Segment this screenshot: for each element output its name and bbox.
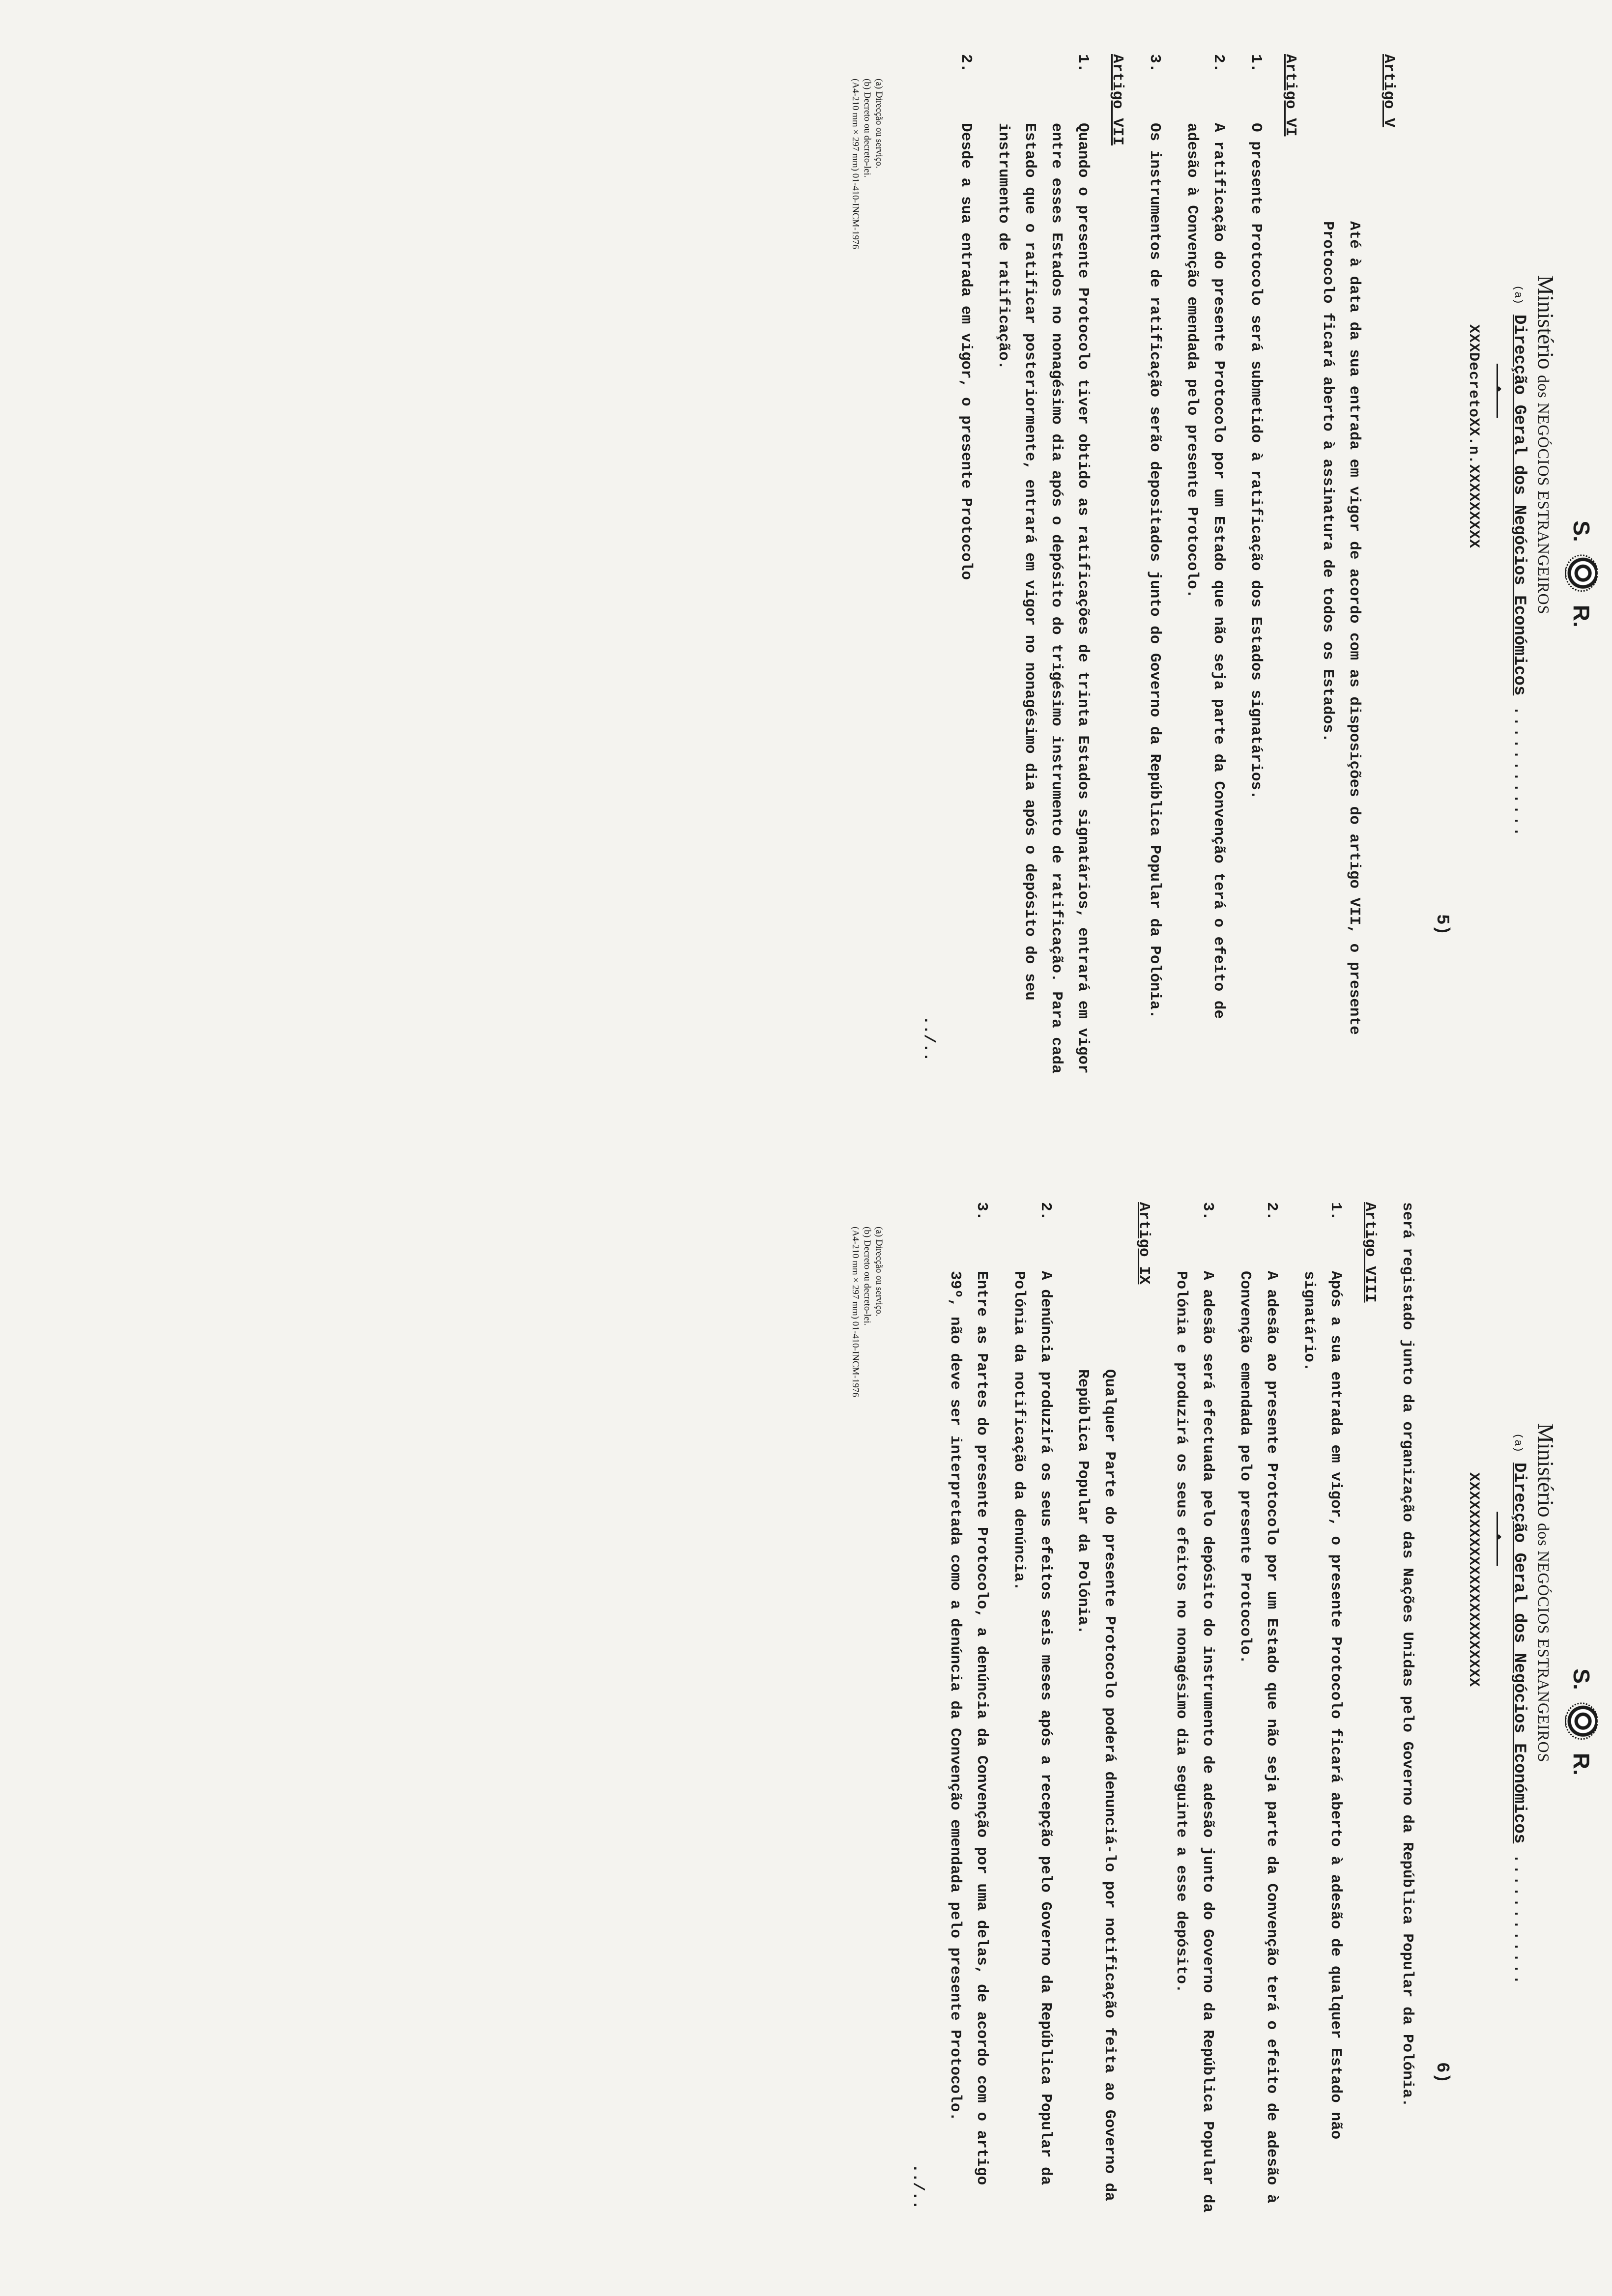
page-footnotes bbox=[849, 1227, 885, 1397]
page-number: 6) bbox=[1432, 2062, 1452, 2084]
footnote-a: (a) Direcção ou serviço. bbox=[874, 1227, 884, 1317]
article-7-heading: Artigo VII bbox=[1109, 54, 1126, 146]
item-number: 3. bbox=[1146, 54, 1163, 73]
document-page-6 bbox=[806, 1148, 1612, 2296]
article-8-item-2 bbox=[1232, 1202, 1285, 2229]
article-9-item-2 bbox=[1006, 1202, 1059, 2229]
item-number: 2. bbox=[1037, 1202, 1054, 1221]
article-6-item-1 bbox=[1242, 54, 1269, 1081]
fill-dots: ............ bbox=[1510, 1853, 1528, 1986]
document-page-5 bbox=[806, 0, 1612, 1148]
article-9-intro: Qualquer Parte do presente Protocolo poderá denunciá-lo por notificação feita ao Governo da República Popular da Polónia. bbox=[1074, 1369, 1118, 2201]
form-code: (A4-210 mm × 297 mm) 01-410-INCM-1976 bbox=[850, 1227, 861, 1397]
crest-left-letter: S. bbox=[1569, 520, 1594, 542]
republic-crest bbox=[1565, 520, 1598, 627]
continuation-mark: ../.. bbox=[909, 2163, 926, 2210]
directorate-name: Direcção Geral dos Negócios Económicos bbox=[1510, 1463, 1528, 1844]
item-text: A adesão ao presente Protocolo por um Estado que não seja parte da Convenção terá o efeito de adesão à Convenção emendada pelo presente Protocolo. bbox=[1237, 1271, 1280, 2204]
footnote-mark-a: (a) bbox=[1512, 285, 1524, 305]
item-number: 1. bbox=[1074, 54, 1092, 73]
decree-line: XXXXXXXXXXXXXXXXXXXXXXX bbox=[1465, 1472, 1482, 1688]
directorate-name: Direcção Geral dos Negócios Económicos bbox=[1510, 315, 1528, 696]
ministry-suffix: dos NEGÓCIOS ESTRANGEIROS bbox=[1535, 375, 1553, 615]
item-text: A ratificação do presente Protocolo por um Estado que não seja parte da Convenção terá o efeito de adesão à Convenção emendada pelo presente Protocolo. bbox=[1183, 123, 1227, 1019]
item-text: O presente Protocolo será submetido à ratificação dos Estados signatários. bbox=[1247, 123, 1265, 800]
item-text: Desde a sua entrada em vigor, o presente Protocolo bbox=[957, 123, 975, 580]
continuation-mark: ../.. bbox=[920, 1015, 937, 1062]
ministry-title bbox=[1533, 1423, 1559, 1762]
page-body bbox=[915, 54, 1406, 1081]
header-divider bbox=[1497, 364, 1498, 418]
footnote-b: (b) Decreto ou decreto-lei. bbox=[862, 1227, 872, 1326]
item-number: 1. bbox=[1247, 54, 1265, 73]
footnote-mark-a: (a) bbox=[1512, 1433, 1524, 1453]
page-body bbox=[904, 1202, 1420, 2229]
item-number: 2. bbox=[1263, 1202, 1280, 1221]
coat-of-arms-icon bbox=[1565, 1703, 1598, 1740]
form-code: (A4-210 mm × 297 mm) 01-410-INCM-1976 bbox=[850, 79, 861, 249]
footnote-a: (a) Direcção ou serviço. bbox=[874, 79, 884, 169]
crest-right-letter: R. bbox=[1569, 604, 1594, 628]
item-number: 3. bbox=[973, 1202, 990, 1221]
item-number: 1. bbox=[1327, 1202, 1344, 1221]
ministry-title bbox=[1533, 275, 1559, 614]
item-number: 2. bbox=[957, 54, 975, 73]
article-5-text: Até à data da sua entrada em vigor de acordo com as disposições do artigo VII, o presente Protocolo ficará aberto à assinatura de todos os Estados. bbox=[1319, 221, 1363, 1035]
decree-line: XXXDecretoXX.n.XXXXXXXXX bbox=[1465, 324, 1482, 549]
ministry-suffix: dos NEGÓCIOS ESTRANGEIROS bbox=[1535, 1523, 1553, 1763]
item-text: A denúncia produzirá os seus efeitos seis meses após a recepção pelo Governo da República Popular da Polónia da notificação da denúncia. bbox=[1010, 1271, 1054, 2185]
item-number: 3. bbox=[1199, 1202, 1216, 1221]
item-text: Após a sua entrada em vigor, o presente Protocolo ficará aberto à adesão de qualquer Estado não signatário. bbox=[1300, 1271, 1344, 2140]
crest-right-letter: R. bbox=[1569, 1752, 1594, 1776]
item-text: Os instrumentos de ratificação serão depositados junto do Governo da República Popular da Polónia. bbox=[1146, 123, 1163, 1019]
article-6-item-3 bbox=[1141, 54, 1168, 1081]
article-5-heading: Artigo V bbox=[1380, 54, 1397, 127]
fill-dots: ............ bbox=[1510, 705, 1528, 838]
article-8-item-1 bbox=[1295, 1202, 1349, 2229]
footnote-b: (b) Decreto ou decreto-lei. bbox=[862, 79, 872, 178]
ministry-prefix: Ministério bbox=[1533, 1423, 1558, 1523]
coat-of-arms-icon bbox=[1565, 555, 1598, 592]
item-text: Entre as Partes do presente Protocolo, a denúncia da Convenção por uma delas, de acordo com o artigo 39º, não deve ser interpretada como a denúncia da Convenção emendada pelo presente Protocolo. bbox=[947, 1271, 990, 2185]
article-8-item-3 bbox=[1168, 1202, 1221, 2229]
article-7-item-2 bbox=[952, 54, 979, 1081]
article-9-item-3 bbox=[942, 1202, 995, 2229]
directorate-line bbox=[1510, 1433, 1528, 1986]
continued-text: será registado junto da organização das Nações Unidas pelo Governo da República Popular da Polónia. bbox=[1399, 1202, 1416, 2107]
crest-left-letter: S. bbox=[1569, 1668, 1594, 1690]
header-divider bbox=[1497, 1512, 1498, 1566]
item-text: A adesão será efectuada pelo depósito do instrumento de adesão junto do Governo da República Popular da Polónia e produzirá os seus efeitos no nonagésimo dia seguinte a esse depósito. bbox=[1173, 1271, 1216, 2213]
directorate-line bbox=[1510, 285, 1528, 838]
ministry-prefix: Ministério bbox=[1533, 275, 1558, 375]
page-number: 5) bbox=[1432, 914, 1452, 936]
page-footnotes bbox=[849, 79, 885, 249]
item-text: Quando o presente Protocolo tiver obtido as ratificações de trinta Estados signatários, entrará em vigor entre esses Estados no nonagésimo dia após o depósito do trigésimo instrumento de ratificação. Para cada Estado que o ratificar posteriormente, entrará em vigor no nonagésimo dia após o depósito do seu instrumento de ratificação. bbox=[995, 123, 1092, 1074]
article-9-heading: Artigo IX bbox=[1135, 1202, 1152, 1285]
item-number: 2. bbox=[1210, 54, 1227, 73]
article-6-heading: Artigo VI bbox=[1282, 54, 1299, 137]
republic-crest bbox=[1565, 1668, 1598, 1775]
article-6-item-2 bbox=[1179, 54, 1232, 1081]
article-8-heading: Artigo VIII bbox=[1361, 1202, 1379, 1303]
article-7-item-1 bbox=[990, 54, 1096, 1081]
